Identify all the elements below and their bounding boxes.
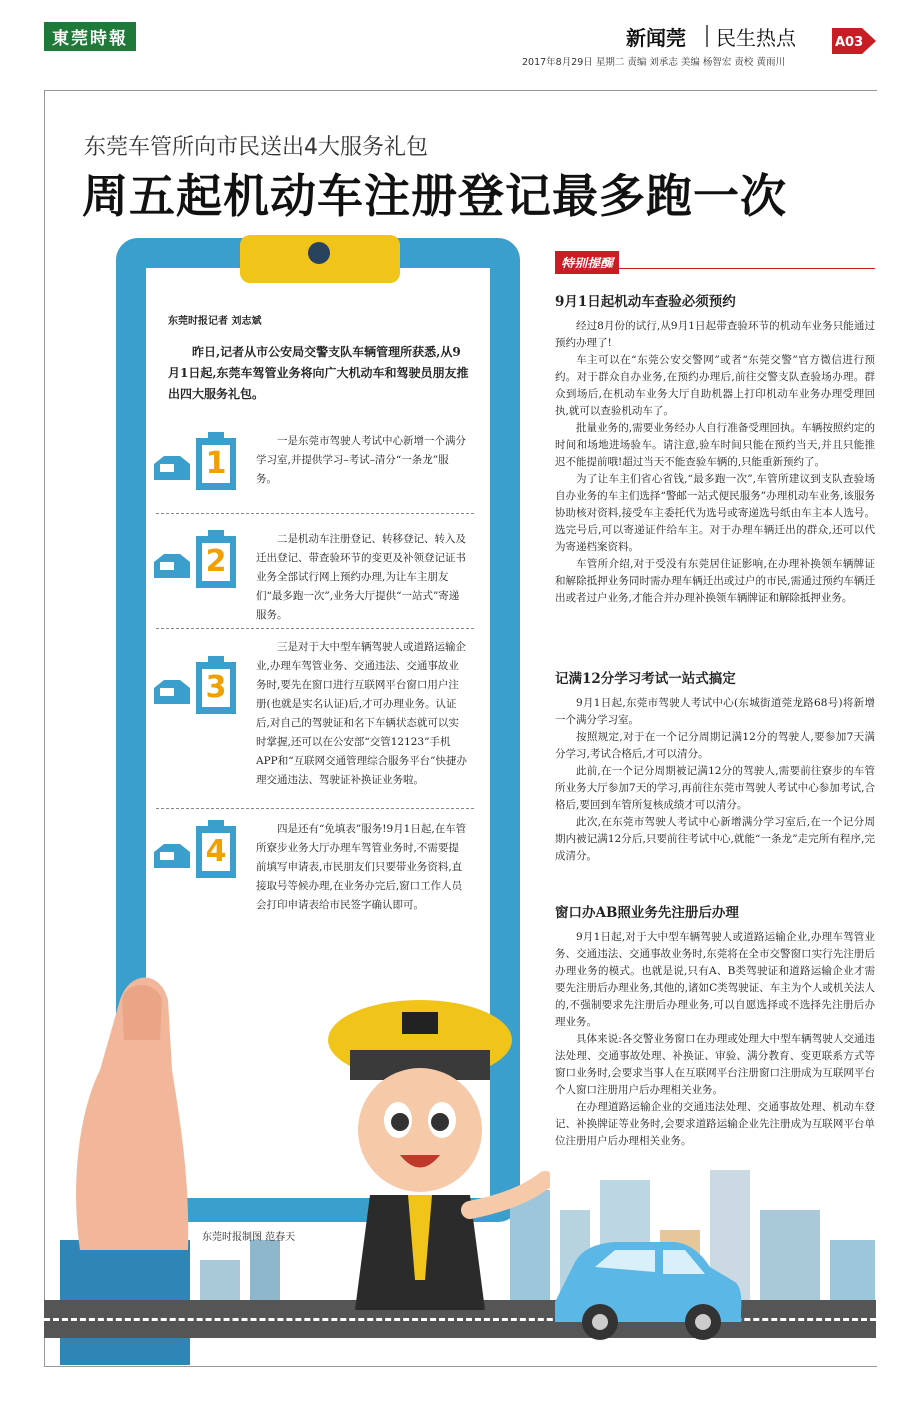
item-number: 2 <box>202 543 230 581</box>
section-heading: 记满12分学习考试一站式搞定 <box>555 671 736 687</box>
paragraph: 具体来说:各交警业务窗口在办理或处理大中型车辆驾驶人交通违法处理、交通事故处理、补换证、审验、满分教育、变更联系方式等窗口业务时,会要求当事人在互联网平台注册窗口注册成为互联网平台个人窗口注册用户后办理相关业务。 <box>555 1033 875 1096</box>
car-icon <box>150 454 194 484</box>
service-item-3 <box>150 638 470 808</box>
special-reminder-tag: 特别提醒 <box>555 251 619 274</box>
paragraph: 车管所介绍,对于受没有东莞居住证影响,在办理补换领车辆牌证和解除抵押业务同时需办理车辆迁出或过户的市民,需通过预约车辆迁出或者过户业务,才能合并办理补换领车辆牌证和解除抵押业务。 <box>555 558 875 604</box>
page-flag-icon <box>832 28 876 54</box>
reminder-section-2 <box>555 667 875 865</box>
item-text: 四是还有“免填表”服务!9月1日起,在车管所寮步业务大厅办理车驾管业务时,不需要提前填写申请表,市民朋友们只要带业务资料,直接取号等候办理,在业务办完后,窗口工作人员会打印申请表给市民签字确认即可。 <box>256 823 467 911</box>
number-2-badge <box>196 536 236 588</box>
car-icon <box>150 552 194 582</box>
subsection-name: 民生热点 <box>716 26 796 50</box>
paragraph: 为了让车主们省心省钱,“最多跑一次”,车管所建议到支队查验场自办业务的车主们选择“警邮一站式便民服务”办理机动车业务,该服务协助核对资料,接受车主委托代为选号或寄递选号纸由车主本人选号。选完号后,可以寄递证件给车主。对于办理车辆迁出的群众,还可以代为寄递档案资料。 <box>555 473 875 553</box>
paragraph: 批量业务的,需要业务经办人自行准备受理回执。车辆按照约定的时间和场地进场验车。请注意,验车时间只能在预约当天,并且只能推迟不能提前哦!超过当天不能查验车辆的,只能重新预约了。 <box>555 422 875 468</box>
dashed-divider <box>156 808 474 809</box>
section-divider <box>706 25 708 47</box>
paragraph: 车主可以在“东莞公安交警网”或者“东莞交警”官方微信进行预约。对于群众自办业务,在预约办理后,前往交警支队查验场办理。群众到场后,在机动车业务大厅自助机器上打印机动车业务办理受理回执,就可以查验机动车了。 <box>555 354 875 417</box>
number-1-badge <box>196 438 236 490</box>
section-heading: 窗口办AB照业务先注册后办理 <box>555 905 739 921</box>
service-item-2 <box>150 530 470 626</box>
item-text: 三是对于大中型车辆驾驶人或道路运输企业,办理车驾管业务、交通违法、交通事故业务时,要先在窗口进行互联网平台窗口用户注册(也就是实名认证)后,才可办理业务。认证后,对自己的驾驶证和名下车辆状态就可以实时掌握,还可以在公安部“交管12123”手机APP和“互联网交通管理综合服务平台”快捷办理交通违法、驾驶证补换证业务啦。 <box>256 641 467 786</box>
item-number: 3 <box>202 669 230 707</box>
hand-icon <box>60 960 200 1250</box>
paragraph: 此前,在一个记分周期被记满12分的驾驶人,需要前往寮步的车管所业务大厅参加7天的学习,再前往东莞市驾驶人考试中心参加考试,合格后,要回到车管所复核成绩才可以清分。 <box>555 765 875 811</box>
reminder-section-1 <box>555 290 875 607</box>
newspaper-logo: 東莞時報 <box>44 22 136 51</box>
paragraph: 在办理道路运输企业的交通违法处理、交通事故处理、机动车登记、补换牌证等业务时,会要求道路运输企业先注册成为互联网平台单位注册用户后办理相关业务。 <box>555 1101 875 1147</box>
item-text: 一是东莞市驾驶人考试中心新增一个满分学习室,并提供学习–考试–清分“一条龙”服务。 <box>256 435 466 485</box>
number-4-badge <box>196 826 236 878</box>
car-illustration-icon <box>545 1222 745 1342</box>
headline-title: 周五起机动车注册登记最多跑一次 <box>82 169 787 223</box>
item-text: 二是机动车注册登记、转移登记、转入及迁出登记、带查验环节的变更及补领登记证书业务全部试行网上预约办理,为让车主朋友们“最多跑一次”,业务大厅提供“一站式”寄递服务。 <box>256 533 466 621</box>
dashed-divider <box>156 513 474 514</box>
service-item-1 <box>150 432 470 512</box>
page-number-flag <box>832 28 876 54</box>
item-number: 4 <box>202 833 230 871</box>
service-item-4 <box>150 820 470 936</box>
item-number: 1 <box>202 445 230 483</box>
page-number: A03 <box>835 35 864 50</box>
number-3-badge <box>196 662 236 714</box>
lead-paragraph: 昨日,记者从市公安局交警支队车辆管理所获悉,从9月1日起,东莞车驾管业务将向广大机动车和驾驶员朋友推出四大服务礼包。 <box>168 345 469 401</box>
car-icon <box>150 678 194 708</box>
byline: 东莞时报记者 刘志斌 <box>168 316 262 327</box>
paragraph: 9月1日起,东莞市驾驶人考试中心(东城街道莞龙路68号)将新增一个满分学习室。 <box>555 697 875 726</box>
section-heading: 9月1日起机动车查验必须预约 <box>555 294 736 310</box>
paragraph: 9月1日起,对于大中型车辆驾驶人或道路运输企业,办理车驾管业务、交通违法、交通事故业务时,东莞将在全市交警窗口实行先注册后办理业务的模式。也就是说,只有A、B类驾驶证和道路运输企业才需要先注册后办理业务,其他的,诸如C类驾驶证、车主为个人或机关法人的,不强制要求先注册后办理业务,可以自愿选择或不选择先注册后办理业务。 <box>555 931 875 1028</box>
tag-underline <box>555 268 875 269</box>
dateline: 2017年8月29日 星期二 责编 刘承志 美编 杨智宏 责校 黄雨川 <box>522 57 785 68</box>
reminder-section-3 <box>555 901 875 1150</box>
clipboard-hole <box>308 242 330 264</box>
section-name: 新闻莞 <box>626 26 686 50</box>
headline-subtitle: 东莞车管所向市民送出4大服务礼包 <box>84 135 428 160</box>
dashed-divider <box>156 628 474 629</box>
illustration-credit: 东莞时报制图 范春天 <box>202 1232 296 1243</box>
police-mascot-icon <box>290 980 550 1340</box>
paragraph: 此次,在东莞市驾驶人考试中心新增满分学习室后,在一个记分周期内被记满12分后,只要前往考试中心,就能“一条龙”走完所有程序,完成清分。 <box>555 816 875 862</box>
paragraph: 经过8月份的试行,从9月1日起带查验环节的机动车业务只能通过预约办理了! <box>555 320 875 349</box>
paragraph: 按照规定,对于在一个记分周期记满12分的驾驶人,要参加7天满分学习,考试合格后,才可以清分。 <box>555 731 875 760</box>
car-icon <box>150 842 194 872</box>
